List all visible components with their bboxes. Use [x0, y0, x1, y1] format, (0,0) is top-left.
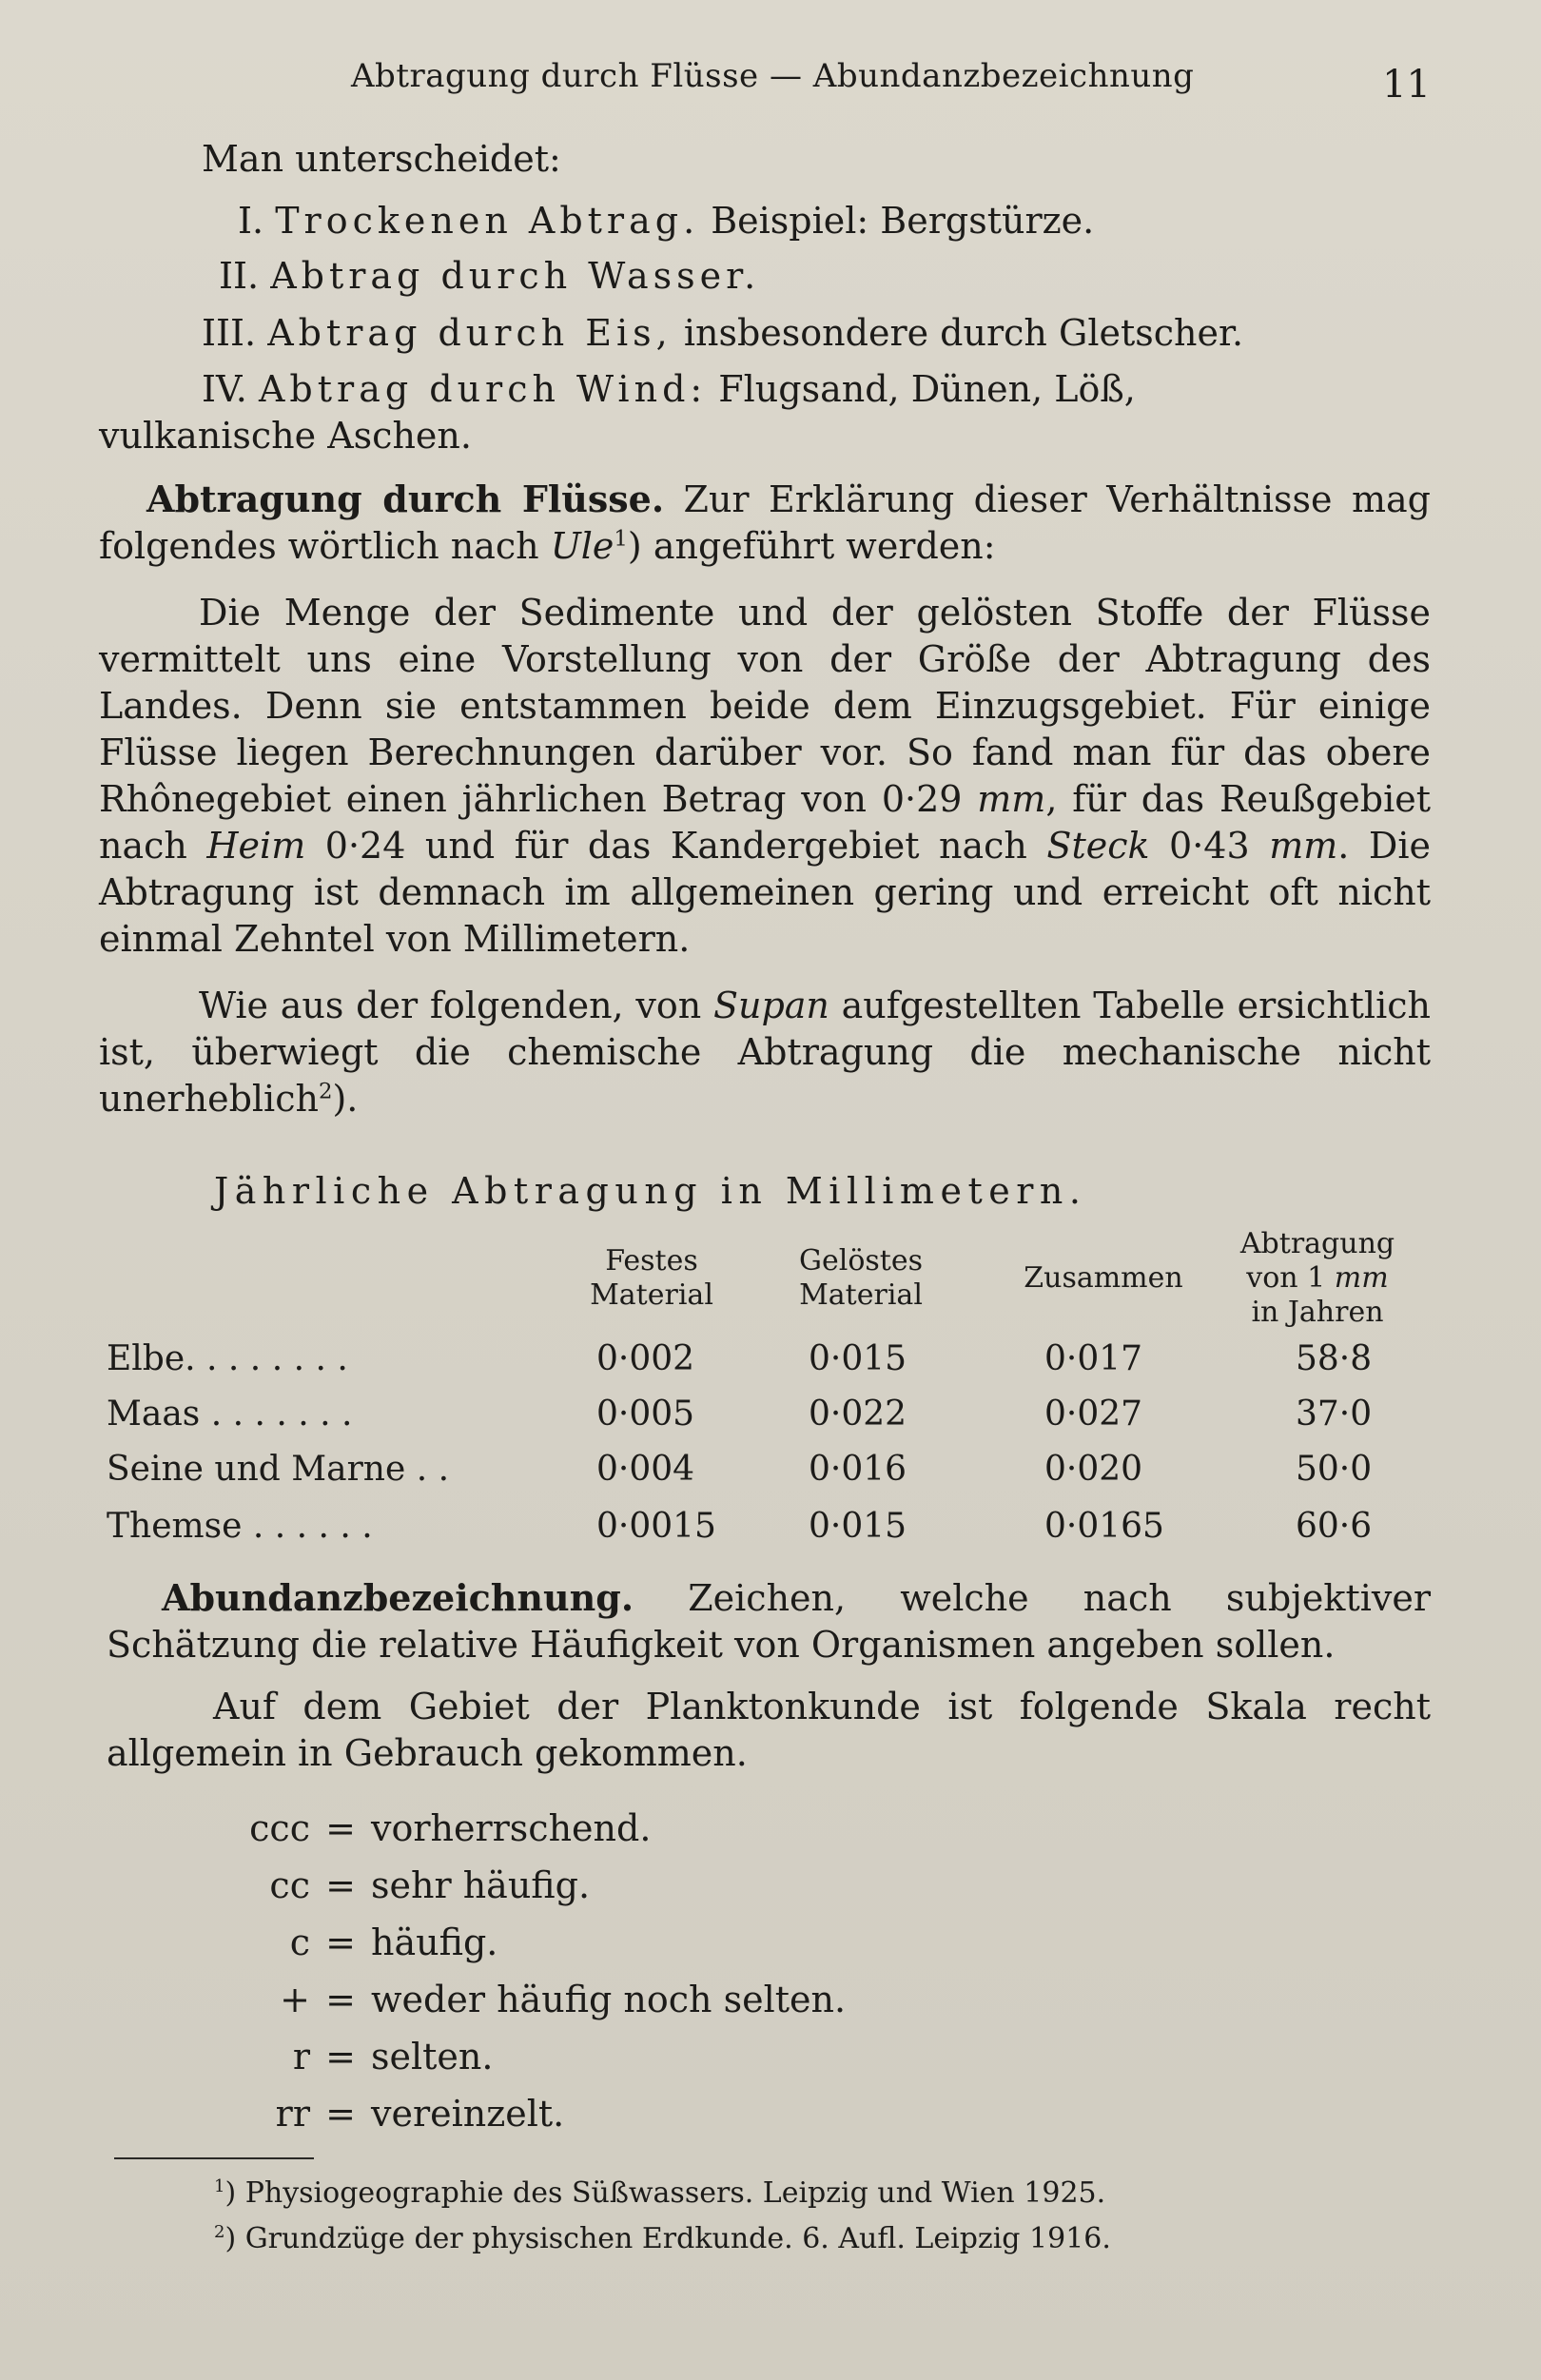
footnote-ref: 2 — [318, 1079, 333, 1104]
cell-festes: 0·005 — [596, 1395, 695, 1434]
footnote — [214, 2222, 1111, 2255]
section-text: Zeichen, welche nach subjektiver Schätzung die relative Häufigkeit von Organismen angeben sollen. — [107, 1577, 1431, 1666]
equals-sign: = — [325, 1922, 356, 1963]
section-heading: Abundanzbezeichnung. — [162, 1576, 634, 1619]
cell-geloestes: 0·022 — [809, 1395, 907, 1434]
equals-sign: = — [325, 1807, 356, 1849]
scale-item — [219, 2036, 493, 2078]
section-text: Zur Erklärung dieser Verhältnisse mag folgendes wörtlich nach — [99, 478, 1432, 567]
scale-item — [219, 1864, 590, 1906]
quote-text: 0·24 und für das Kandergebiet nach — [305, 825, 1047, 867]
section-heading: Abtragung durch Flüsse. — [146, 478, 665, 520]
header-line: Material — [799, 1278, 923, 1312]
quote-text: . Die Abtragung ist demnach im allgemeinen gering und erreicht oft nicht einmal Zehntel von Millimetern. — [99, 825, 1431, 960]
scale-label: selten. — [371, 2036, 494, 2078]
list-rest: Beispiel: Bergstürze. — [699, 200, 1095, 242]
list-rest: insbesondere durch Gletscher. — [672, 312, 1244, 354]
list-term: Trockenen Abtrag. — [275, 200, 700, 242]
header-line: in Jahren — [1251, 1296, 1384, 1329]
list-continuation: vulkanische Aschen. — [99, 415, 472, 457]
row-name: Seine und Marne . . — [107, 1450, 450, 1489]
cell-jahre: 60·6 — [1296, 1507, 1373, 1546]
scale-symbol: rr — [275, 2093, 310, 2135]
quote-paragraph — [99, 590, 1431, 963]
header-line: Gelöstes — [799, 1244, 923, 1278]
scale-symbol: c — [289, 1922, 310, 1963]
list-rest: Flugsand, Dünen, Löß, — [707, 368, 1136, 410]
scale-label: weder häufig noch selten. — [371, 1979, 847, 2020]
list-number: II. — [219, 255, 260, 297]
cell-jahre: 50·0 — [1296, 1450, 1373, 1489]
section-fluesse — [99, 476, 1431, 570]
table-title: Jährliche Abtragung in Millimetern. — [214, 1170, 1087, 1212]
col-header-festes — [575, 1244, 728, 1313]
scale-item — [219, 1922, 497, 1963]
scale-item — [219, 1807, 651, 1849]
footnote-text: ) Grundzüge der physischen Erdkunde. 6. Aufl. Leipzig 1916. — [224, 2222, 1111, 2255]
unit: mm — [1269, 825, 1338, 867]
scale-symbol: cc — [269, 1864, 310, 1906]
equals-sign: = — [325, 2093, 356, 2135]
paragraph-text: Auf dem Gebiet der Planktonkunde ist folgende Skala recht allgemein in Gebrauch gekommen. — [107, 1686, 1431, 1774]
cell-geloestes: 0·015 — [809, 1507, 907, 1546]
scale-label: vereinzelt. — [371, 2093, 565, 2135]
list-term: Abtrag durch Wasser. — [270, 255, 761, 297]
quote-text: Die Menge der Sedimente und der gelösten Stoffe der Flüsse vermittelt uns eine Vorstellung von der Größe der Abtragung des Landes. Denn sie entstammen beide dem Einzugsgebiet. Für einige Flüsse liegen Berechnungen darüber vor. So fand man für das obere Rhônegebiet einen jährlichen Betrag von 0·29 — [99, 592, 1431, 820]
list-number: IV. — [202, 368, 247, 410]
author-name: Supan — [712, 985, 829, 1026]
scale-label: häufig. — [371, 1922, 498, 1963]
col-header-geloestes — [780, 1244, 942, 1313]
list-item-1 — [238, 200, 1094, 242]
section-abundanz — [107, 1574, 1431, 1668]
quote-text: 0·43 — [1149, 825, 1270, 867]
list-item-4 — [99, 366, 1431, 459]
section-text: ) angeführt werden: — [627, 525, 996, 567]
paragraph-text: ). — [332, 1078, 359, 1120]
scale-symbol: r — [292, 2036, 310, 2078]
table-row — [107, 1507, 1438, 1556]
list-term: Abtrag durch Wind: — [258, 368, 708, 410]
scale-label: vorherrschend. — [371, 1807, 652, 1849]
cell-festes: 0·004 — [596, 1450, 695, 1489]
scale-item — [219, 1979, 846, 2020]
table-row — [107, 1339, 1438, 1389]
header-line: Abtragung — [1239, 1227, 1395, 1260]
unit: mm — [1334, 1261, 1389, 1295]
row-name: Themse . . . . . . — [107, 1507, 373, 1546]
footnote-mark: 2 — [214, 2222, 225, 2242]
scale-label: sehr häufig. — [371, 1864, 591, 1906]
header-line: Material — [590, 1278, 713, 1312]
equals-sign: = — [325, 1864, 356, 1906]
scale-item — [219, 2093, 564, 2135]
col-header-abtragung — [1227, 1227, 1408, 1330]
list-number: III. — [202, 312, 257, 354]
equals-sign: = — [325, 1979, 356, 2020]
cell-zusammen: 0·017 — [1044, 1339, 1143, 1378]
page-number: 11 — [1382, 63, 1431, 107]
row-name: Elbe. . . . . . . . — [107, 1339, 348, 1378]
cell-jahre: 58·8 — [1296, 1339, 1373, 1378]
author-name: Heim — [206, 825, 306, 867]
list-term: Abtrag durch Eis, — [267, 312, 673, 354]
cell-geloestes: 0·015 — [809, 1339, 907, 1378]
list-item-3 — [202, 312, 1243, 354]
footnote-text: ) Physiogeographie des Süßwassers. Leipzig und Wien 1925. — [224, 2176, 1106, 2210]
intro-line: Man unterscheidet: — [202, 138, 561, 180]
header-line: Zusammen — [1024, 1261, 1183, 1295]
cell-geloestes: 0·016 — [809, 1450, 907, 1489]
list-item-2 — [219, 255, 760, 297]
cell-festes: 0·0015 — [596, 1507, 716, 1546]
scale-symbol: ccc — [249, 1807, 310, 1849]
cell-zusammen: 0·0165 — [1044, 1507, 1164, 1546]
cell-festes: 0·002 — [596, 1339, 695, 1378]
footnote — [214, 2176, 1105, 2210]
footnote-mark: 1 — [214, 2176, 225, 2196]
scale-symbol: + — [280, 1979, 310, 2020]
footnote-ref: 1 — [614, 526, 628, 552]
row-name: Maas . . . . . . . — [107, 1395, 353, 1434]
list-number: I. — [238, 200, 264, 242]
header-line: Festes — [605, 1244, 698, 1278]
cell-zusammen: 0·027 — [1044, 1395, 1143, 1434]
cell-jahre: 37·0 — [1296, 1395, 1373, 1434]
cell-zusammen: 0·020 — [1044, 1450, 1143, 1489]
table-row — [107, 1450, 1438, 1499]
unit: mm — [977, 778, 1046, 820]
page-header — [99, 53, 1431, 110]
footnote-rule — [114, 2157, 314, 2159]
col-header-zusammen — [1008, 1261, 1199, 1296]
header-text: von 1 — [1246, 1261, 1335, 1295]
running-title: Abtragung durch Flüsse — Abundanzbezeichnung — [351, 57, 1195, 95]
table-intro-paragraph — [99, 983, 1431, 1122]
paragraph-text: Wie aus der folgenden, von — [199, 985, 713, 1026]
author-name: Ule — [550, 525, 614, 567]
author-name: Steck — [1046, 825, 1150, 867]
header-line — [1227, 1261, 1408, 1296]
equals-sign: = — [325, 2036, 356, 2078]
quote-text: , für das Reußgebiet nach — [99, 778, 1431, 867]
paragraph-text: aufgestellten Tabelle ersichtlich ist, überwiegt die chemische Abtragung die mechanische nicht unerheblich — [99, 985, 1431, 1120]
plankton-paragraph — [107, 1684, 1431, 1777]
table-row — [107, 1395, 1438, 1444]
